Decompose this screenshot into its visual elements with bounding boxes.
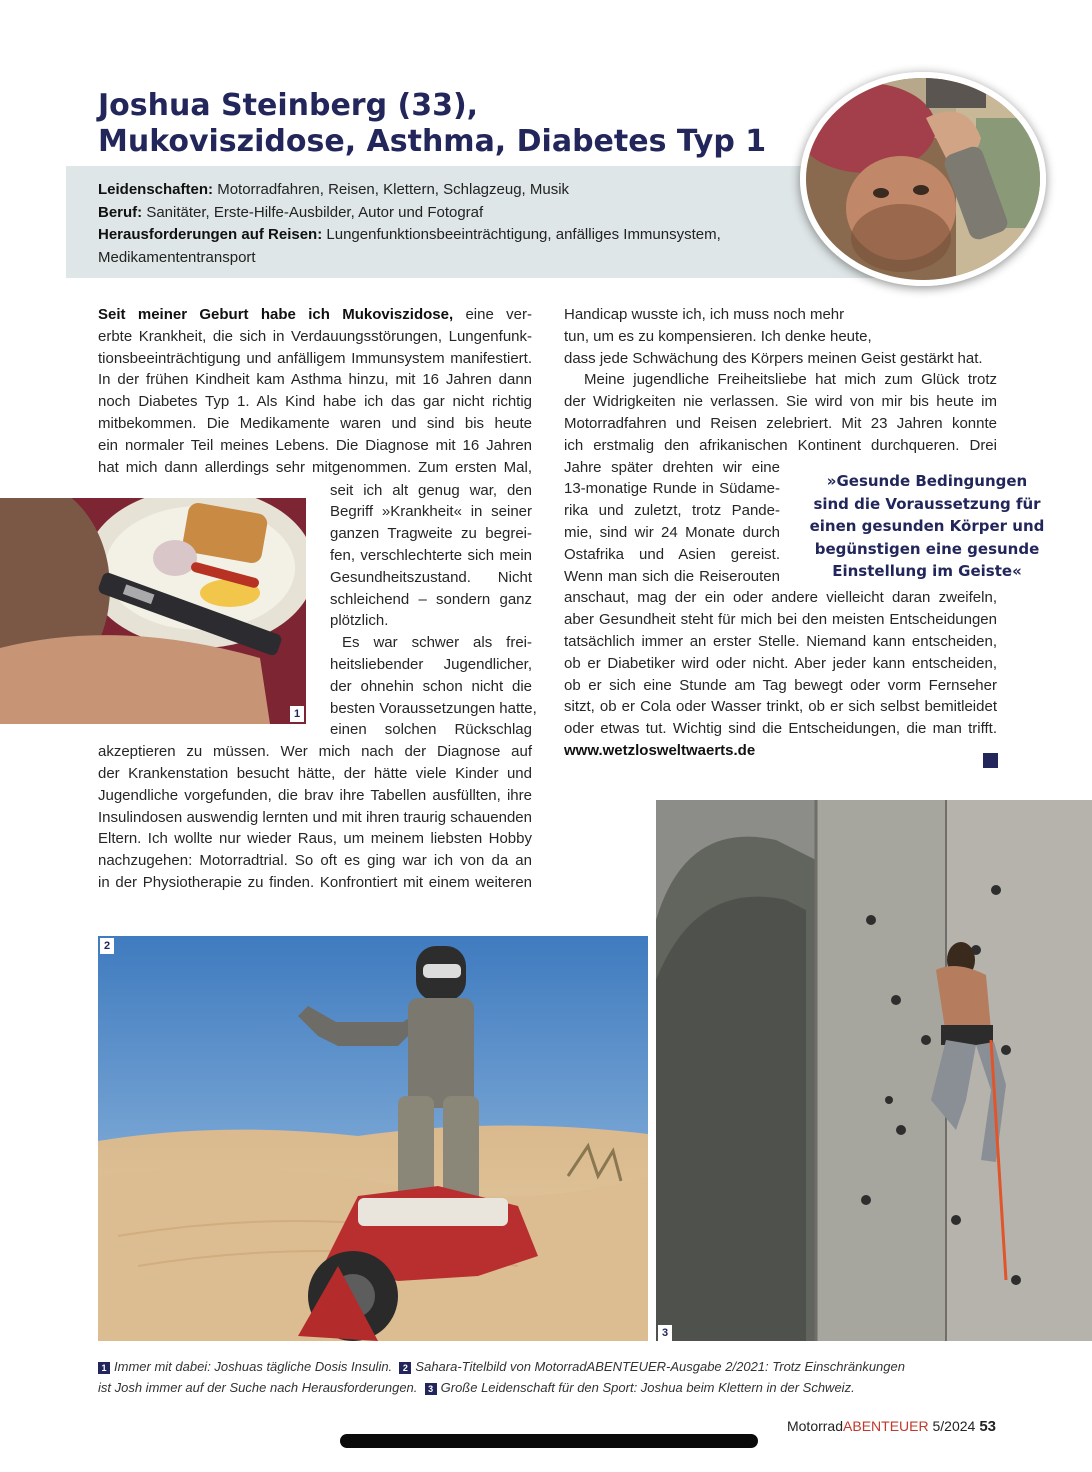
paragraph-line: ganzen Tragweite zu begrei- [330, 525, 532, 543]
paragraph-line: Wenn man sich die Reiserouten [564, 567, 780, 585]
paragraph-line: mitbekommen. Die Medikamente waren und sind bis heute [98, 414, 532, 432]
caption-number-1: 1 [98, 1362, 110, 1374]
paragraph-line: Begriff »Krankheit« in seiner [330, 503, 532, 521]
issue-number: 5/2024 [928, 1418, 976, 1434]
title-line-2: Mukoviszidose, Asthma, Diabetes Typ 1 [98, 124, 767, 159]
paragraph-line: hat mich dann allerdings sehr mitgenommen. Zum ersten Mal, [98, 458, 532, 476]
lead-line [98, 304, 532, 326]
paragraph-line: Jugendliche vorgefunden, die brav ihre Tabellen ausfüllten, ihre [98, 786, 532, 804]
job-row [98, 202, 758, 225]
paragraph-line: Meine jugendliche Freiheitsliebe hat mich zum Glück trotz [584, 371, 997, 389]
paragraph-line: tatsächlich immer an erster Stelle. Niemand kann entscheiden, [564, 632, 997, 650]
paragraph-line: aber Gesundheit steht für mich bei den meisten Entscheidungen [564, 611, 997, 629]
photo-number-3: 3 [658, 1325, 672, 1341]
caption-3: Große Leidenschaft für den Sport: Joshua beim Klettern in der Schweiz. [440, 1380, 855, 1395]
paragraph-line: tionsbeeinträchtigung und anfälligem Immunsystem manifestiert. [98, 349, 532, 367]
paragraph-line: besten Voraussetzungen hatte, [330, 699, 537, 717]
insulin-illustration [0, 498, 306, 724]
portrait-illustration [806, 78, 1040, 280]
caption-line-1 [98, 1356, 1008, 1377]
paragraph-line: schleichend – sondern ganz [330, 590, 532, 608]
paragraph-line: seit ich alt genug war, den [330, 481, 532, 499]
photo-climbing [656, 800, 1092, 1341]
portrait-photo [800, 72, 1046, 286]
article-title [98, 88, 798, 160]
paragraph-line: In der frühen Kindheit kam Asthma hinzu, mit 16 Jahren dann [98, 371, 532, 389]
paragraph-line: akzeptieren zu müssen. Wer mich nach der Diagnose auf [98, 743, 532, 761]
paragraph-line: Insulindosen auswendig lernten und mit ihren traurig schauenden [98, 808, 532, 826]
paragraph-line: in der Physiotherapie zu finden. Konfrontiert mit einem weiteren [98, 873, 532, 891]
passions-row [98, 179, 758, 202]
paragraph-line: ob er Diabetiker wird oder nicht. Aber jeder kann entscheiden, [564, 654, 997, 672]
column-1-bottom [98, 741, 532, 894]
website-link[interactable]: www.wetzlosweltwaerts.de [564, 741, 756, 759]
paragraph-line: der Krankenstation besucht hätte, der hätte viele Kinder und [98, 764, 532, 782]
paragraph-line: 13-monatige Runde in Südame- [564, 480, 780, 498]
sahara-illustration [98, 936, 648, 1341]
paragraph-line: der Widrigkeiten nie verlassen. Sie wird von mir bis heute im [564, 393, 997, 411]
job-label: Beruf: [98, 203, 143, 221]
paragraph-line: plötzlich. [330, 612, 389, 630]
quote-line: Einstellung im Geiste« [832, 562, 1022, 580]
quote-line: begünstigen eine gesunde [814, 539, 1040, 558]
caption-number-3: 3 [425, 1383, 437, 1395]
caption-2: Sahara-Titelbild von MotorradABENTEUER-Ausgabe 2/2021: Trotz Einschränkungen [415, 1359, 905, 1374]
paragraph-line: rika und zuletzt, trotz Pande- [564, 502, 780, 520]
photo-number-2: 2 [100, 938, 114, 954]
paragraph-line: ich erstmalig den afrikanischen Kontinent durchqueren. Drei [564, 436, 997, 454]
home-indicator-bar[interactable] [340, 1434, 758, 1448]
paragraph-line: Ostafrika und Asien gereist. [564, 545, 780, 563]
paragraph-line: Gesundheitszustand. Nicht [330, 568, 532, 586]
caption-2-cont: ist Josh immer auf der Suche nach Herausforderungen. [98, 1380, 418, 1395]
paragraph-line: der ohnehin schon nicht die [330, 677, 532, 695]
article-end-mark [983, 753, 998, 768]
quote-line: einen gesunden Körper und [809, 517, 1045, 535]
photo-captions [98, 1356, 1008, 1398]
column-1-top [98, 304, 532, 478]
passions-label: Leidenschaften: [98, 181, 214, 198]
profile-infobox [66, 166, 876, 278]
paragraph-line: oder etwas tut. Wichtig sind die Entscheidungen, die man trifft. [564, 720, 997, 738]
caption-number-2: 2 [399, 1362, 411, 1374]
column-1-wrap [330, 480, 537, 742]
paragraph-line: noch Diabetes Typ 1. Als Kind habe ich das gar nicht richtig [98, 393, 532, 411]
magazine-brand-part1: Motorrad [786, 1418, 844, 1434]
paragraph-line: tun, um es zu kompensieren. Ich denke heute, [564, 327, 872, 345]
paragraph-line: nachzugehen: Motorradtrial. So oft es ging war ich von da an [98, 852, 532, 870]
lead-tail: eine ver- [453, 306, 533, 323]
paragraph-line: erbte Krankheit, die sich in Verdauungsstörungen, Lungenfunk- [98, 327, 532, 345]
job-value: Sanitäter, Erste-Hilfe-Ausbilder, Autor und Fotograf [142, 203, 484, 221]
paragraph-line: heitsliebender Jugendlicher, [330, 655, 532, 673]
photo-insulin [0, 498, 306, 724]
paragraph-line: sitzt, ob er Cola oder Wasser trinkt, ob er sich selbst bemitleidet [564, 698, 997, 716]
paragraph-line: dass jede Schwächung des Körpers meinen Geist gestärkt hat. [564, 349, 983, 367]
challenges-row [98, 224, 758, 247]
quote-line: »Gesunde Bedingungen [826, 472, 1028, 490]
title-line-1: Joshua Steinberg (33), [98, 88, 479, 123]
passions-value: Motorradfahren, Reisen, Klettern, Schlagzeug, Musik [213, 181, 570, 198]
photo-number-1: 1 [290, 706, 304, 722]
climbing-illustration [656, 800, 1092, 1341]
paragraph-line: mie, sind wir 24 Monate durch [564, 523, 780, 541]
paragraph-line: Motorradfahren und Reisen zelebriert. Mit 23 Jahren konnte [564, 414, 997, 432]
challenges-row-cont: Medikamententransport [98, 248, 256, 266]
caption-1: Immer mit dabei: Joshuas tägliche Dosis Insulin. [114, 1359, 393, 1374]
column-2-top [564, 304, 997, 457]
paragraph-line: Eltern. Ich wollte nur wieder Raus, um meinem liebsten Hobby [98, 830, 532, 848]
page-footer [787, 1418, 996, 1435]
column-2-narrow [564, 457, 780, 588]
paragraph-line: Jahre später drehten wir eine [564, 458, 780, 476]
challenges-value: Lungenfunktionsbeeinträchtigung, anfälliges Immunsystem, [322, 226, 721, 243]
quote-line: sind die Voraussetzung für [813, 494, 1041, 513]
lead-text: Seit meiner Geburt habe ich Mukoviszidose, [98, 306, 454, 323]
paragraph-line: anschaut, mag der ein oder andere vielleicht daran zweifeln, [564, 589, 997, 607]
paragraph-line: einen solchen Rückschlag [330, 721, 532, 739]
photo-sahara [98, 936, 648, 1341]
paragraph-line: Handicap wusste ich, ich muss noch mehr [564, 306, 845, 323]
magazine-brand-part2: ABENTEUER [843, 1418, 929, 1434]
pull-quote [802, 470, 1052, 583]
paragraph-line: Es war schwer als frei- [342, 634, 532, 652]
page-number: 53 [979, 1418, 996, 1435]
paragraph-line: ob er sich eine Stunde am Tag bewegt oder vorm Fernseher [564, 676, 997, 694]
column-2-bottom [564, 587, 997, 761]
paragraph-line: fen, verschlechterte sich mein [330, 546, 532, 564]
challenges-label: Herausforderungen auf Reisen: [98, 226, 323, 243]
caption-line-2 [98, 1377, 1008, 1398]
paragraph-line: ein normaler Teil meines Lebens. Die Diagnose mit 16 Jahren [98, 436, 532, 454]
